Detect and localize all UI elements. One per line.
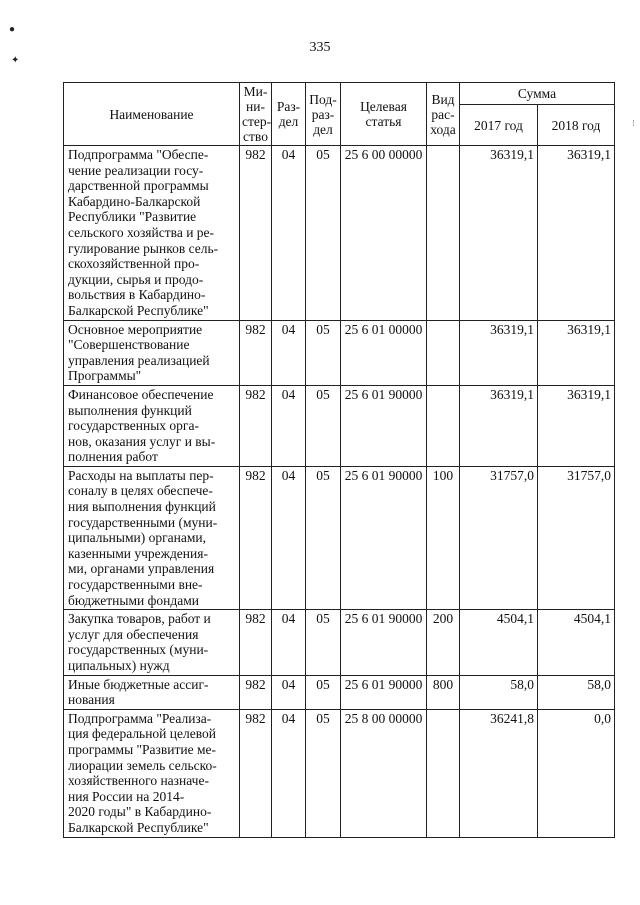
cell-y2017: 31757,0 (460, 466, 538, 609)
header-2017: 2017 год (460, 105, 538, 146)
table-row (64, 675, 615, 709)
header-target: Целевая статья (341, 83, 427, 146)
cell-name: Закупка товаров, работ и услуг для обеспечения государственных (муни- ципальных) нужд (64, 610, 240, 675)
cell-subsection: 05 (306, 466, 341, 609)
cell-ministry: 982 (240, 385, 272, 466)
header-expense-type: Вид рас- хода (427, 83, 460, 146)
cell-subsection: 05 (306, 610, 341, 675)
cell-target: 25 6 01 90000 (341, 610, 427, 675)
cell-name: Подпрограмма "Реализа- ция федеральной целевой программы "Развитие ме- лиорации земель сельско- хозяйственного назначе- ния России на 2014- 2020 годы" в Кабардино- Балкарской Республике" (64, 709, 240, 837)
cell-name: Подпрограмма "Обеспе- чение реализации госу- дарственной программы Кабардино-Балкарской Республики "Развитие сельского хозяйства и ре- гулирование рынков сель- скохозяйственной про- дукции, сырья и продо- вольствия в Кабардино- Балкарской Республике" (64, 146, 240, 321)
cell-target: 25 6 01 90000 (341, 385, 427, 466)
cell-section: 04 (272, 610, 306, 675)
table-row (64, 466, 615, 609)
table-row (64, 320, 615, 385)
cell-ministry: 982 (240, 466, 272, 609)
cell-y2018: 58,0 (538, 675, 615, 709)
cell-y2018: 31757,0 (538, 466, 615, 609)
cell-name: Основное мероприятие "Совершенствование управления реализацией Программы" (64, 320, 240, 385)
cell-section: 04 (272, 320, 306, 385)
cell-y2018: 36319,1 (538, 385, 615, 466)
cell-expense-type (427, 320, 460, 385)
cell-name: Иные бюджетные ассиг- нования (64, 675, 240, 709)
page-number: 335 (309, 40, 331, 55)
cell-expense-type (427, 709, 460, 837)
header-subsection: Под- раз- дел (306, 83, 341, 146)
cell-ministry: 982 (240, 675, 272, 709)
cell-ministry: 982 (240, 146, 272, 321)
cell-name: Финансовое обеспечение выполнения функций государственных орга- нов, оказания услуг и вы- полнения работ (64, 385, 240, 466)
header-2018: 2018 год (538, 105, 615, 146)
table-row (64, 385, 615, 466)
header-ministry: Ми- ни- стер- ство (240, 83, 272, 146)
cell-expense-type (427, 146, 460, 321)
cell-expense-type (427, 385, 460, 466)
header-sum: Сумма (460, 83, 615, 105)
cell-target: 25 6 01 00000 (341, 320, 427, 385)
cell-ministry: 982 (240, 610, 272, 675)
margin-mark: ● (9, 24, 16, 35)
cell-name: Расходы на выплаты пер- соналу в целях обеспече- ния выполнения функций государственными (муни- ципальными) органами, казенными учреждения- ми, органами управления государственными вне- бюджетными фондами (64, 466, 240, 609)
margin-mark: ⁝ (632, 118, 635, 128)
cell-subsection: 05 (306, 385, 341, 466)
cell-subsection: 05 (306, 320, 341, 385)
header-name: Наименование (64, 83, 240, 146)
cell-y2018: 36319,1 (538, 146, 615, 321)
cell-target: 25 8 00 00000 (341, 709, 427, 837)
table-row (64, 709, 615, 837)
cell-subsection: 05 (306, 675, 341, 709)
cell-subsection: 05 (306, 709, 341, 837)
cell-y2017: 36241,8 (460, 709, 538, 837)
cell-y2017: 4504,1 (460, 610, 538, 675)
cell-section: 04 (272, 675, 306, 709)
cell-y2018: 0,0 (538, 709, 615, 837)
table-row (64, 146, 615, 321)
margin-mark: ✦ (11, 55, 20, 66)
cell-y2017: 58,0 (460, 675, 538, 709)
cell-target: 25 6 00 00000 (341, 146, 427, 321)
cell-ministry: 982 (240, 709, 272, 837)
cell-y2018: 36319,1 (538, 320, 615, 385)
cell-y2017: 36319,1 (460, 385, 538, 466)
cell-section: 04 (272, 466, 306, 609)
budget-table (63, 82, 615, 838)
header-section: Раз- дел (272, 83, 306, 146)
table-row (64, 610, 615, 675)
cell-expense-type: 100 (427, 466, 460, 609)
cell-section: 04 (272, 709, 306, 837)
cell-expense-type: 800 (427, 675, 460, 709)
cell-y2018: 4504,1 (538, 610, 615, 675)
cell-target: 25 6 01 90000 (341, 675, 427, 709)
cell-target: 25 6 01 90000 (341, 466, 427, 609)
cell-y2017: 36319,1 (460, 320, 538, 385)
cell-subsection: 05 (306, 146, 341, 321)
cell-y2017: 36319,1 (460, 146, 538, 321)
cell-section: 04 (272, 146, 306, 321)
cell-section: 04 (272, 385, 306, 466)
cell-expense-type: 200 (427, 610, 460, 675)
cell-ministry: 982 (240, 320, 272, 385)
